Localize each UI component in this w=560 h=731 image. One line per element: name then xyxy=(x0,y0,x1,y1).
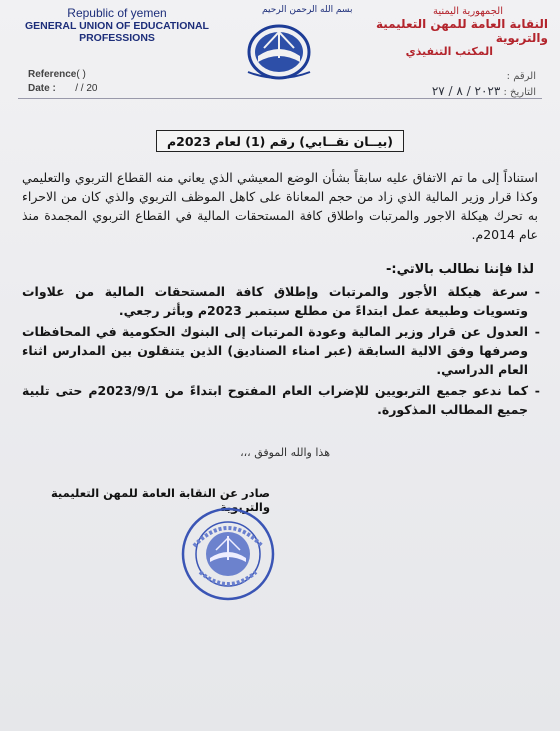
basmala: بسم الله الرحمن الرحيم xyxy=(262,5,353,15)
ar-date-value: ٢٠٢٣ / ٨ / ٢٧ xyxy=(431,84,501,98)
reference-block-ar xyxy=(432,70,536,100)
country-name-ar: الجمهورية اليمنية xyxy=(432,6,503,17)
reference-value: ( ) xyxy=(76,69,86,80)
header-english xyxy=(22,6,212,44)
statement-title: (بيــان نقــابي) رقم (1) لعام 2023م xyxy=(156,130,404,152)
date-value: / / 20 xyxy=(75,83,98,94)
header-arabic xyxy=(358,6,548,58)
demand-item: - كما ندعو جميع التربويين للإضراب العام المفتوح ابتداءً من 2023/9/1م حتى تلبية جميع المطالب المذكورة. xyxy=(22,381,528,419)
header-divider xyxy=(18,98,542,99)
union-name-en-line2: PROFESSIONS xyxy=(79,32,155,44)
closing-phrase: هذا والله الموفق ،،، xyxy=(240,446,330,459)
date-label: Date : xyxy=(28,83,56,94)
union-name-ar: النقابة العامة للمهن التعليمية والتربوية xyxy=(375,17,548,45)
reference-label: Reference xyxy=(28,69,77,80)
demand-item: - سرعة هيكلة الأجور والمرتبات وإطلاق كافة المستحقات المالية من علاوات وتسويات وطبيعة عمل ابتداءً من مطلع سبتمبر 2023م وبأثر رجعي. xyxy=(22,282,528,320)
official-stamp-icon xyxy=(180,506,276,602)
country-name-en: Republic of yemen xyxy=(67,6,167,20)
demand-item: - العدول عن قرار وزير المالية وعودة المرتبات إلى البنوك الحكومية في المحافظات وصرفها وفق الالية السابقة (عبر امناء الصناديق) الذين يتنقلون بين المدارس اثناء العام الدراسي. xyxy=(22,322,528,379)
union-emblem-icon xyxy=(240,18,318,82)
issuer-line: صادر عن النقابة العامة للمهن التعليمية والتربوية xyxy=(50,486,270,514)
office-name-ar: المكتب التنفيذي xyxy=(405,45,493,58)
intro-paragraph: استناداً إلى ما تم الاتفاق عليه سابقاً بشأن الوضع المعيشي الذي يعاني منه القطاع التربوي والتعليمي وكذا قرار وزير المالية الذي زاد من حجم المعاناة على كاهل الموظف التربوي والذي كان من الاحراء به تحرك هيكلة الاجور والمرتبات واطلاق كافة المستحقات المالية في القطاع التربوي المجمدة منذ عام 2014م. xyxy=(22,170,538,242)
demands-list xyxy=(22,282,542,421)
ar-date-label: التاريخ : xyxy=(503,87,536,98)
ar-ref-label: الرقم : xyxy=(506,71,536,82)
reference-block xyxy=(28,68,98,96)
demands-heading: لذا فإننا نطالب بالاتي:- xyxy=(385,262,534,277)
union-name-en-line1: GENERAL UNION OF EDUCATIONAL xyxy=(25,20,209,32)
